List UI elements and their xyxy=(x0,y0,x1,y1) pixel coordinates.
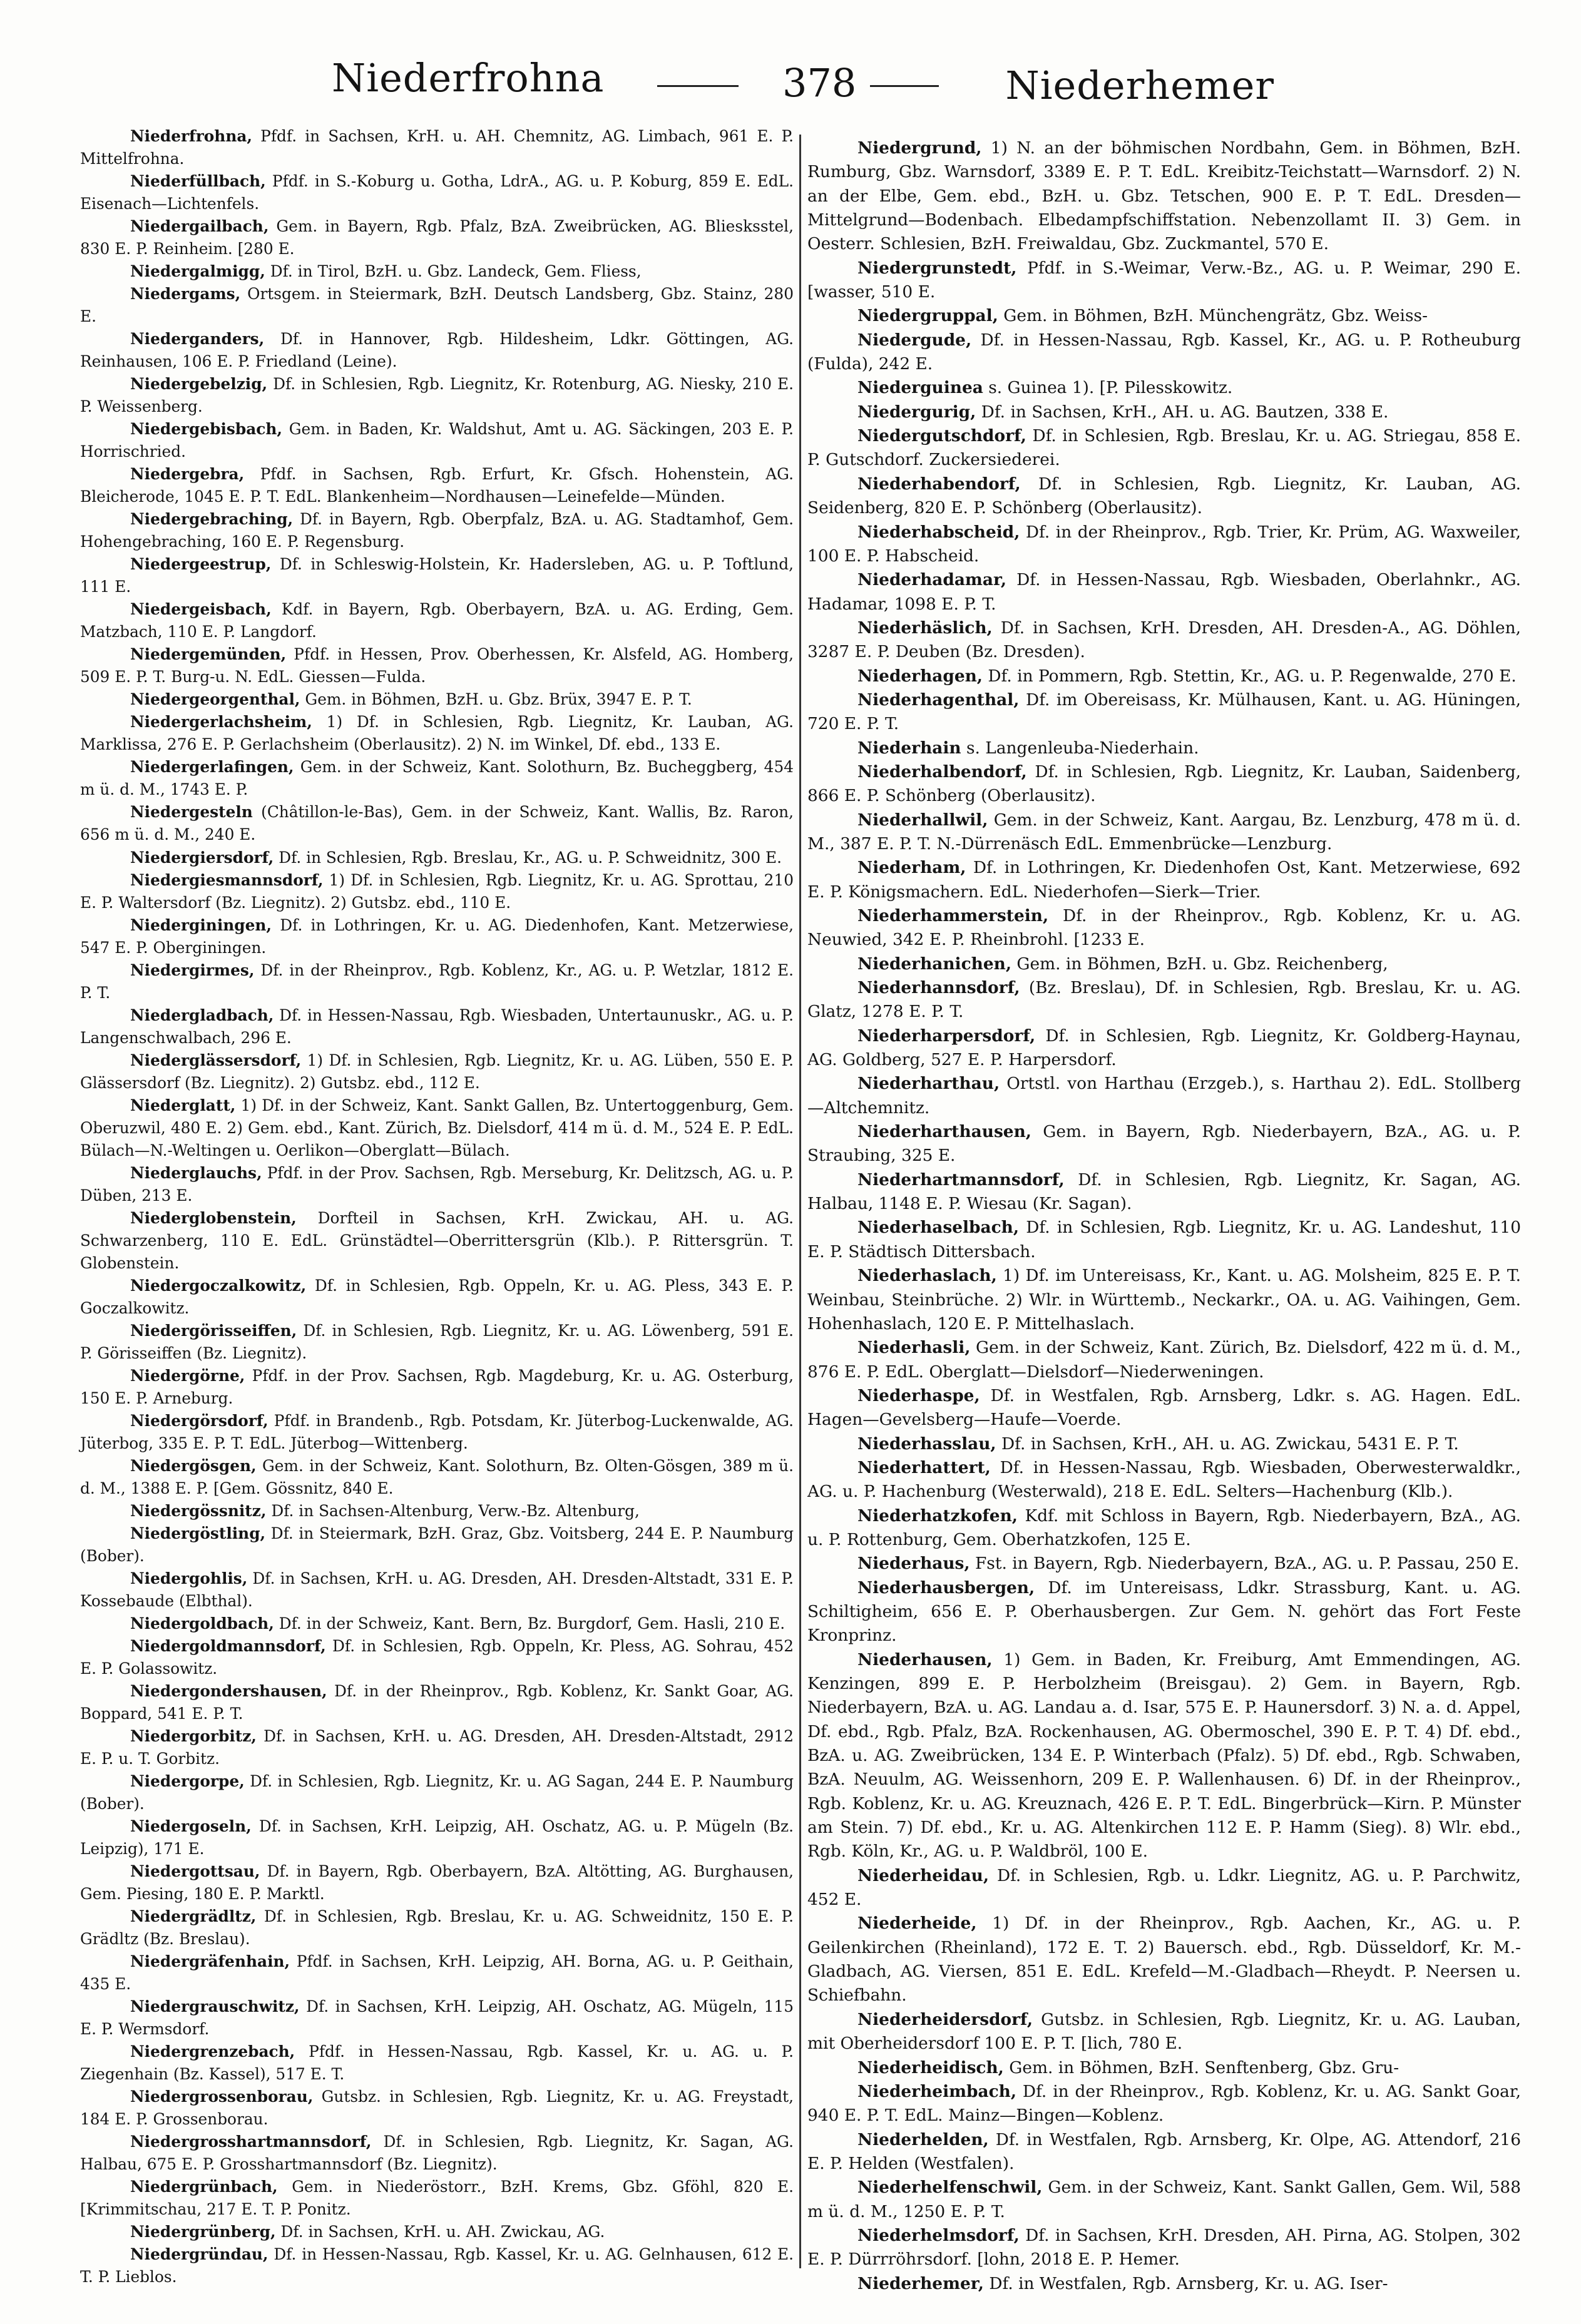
gazetteer-entry xyxy=(80,463,794,508)
entry-headword: Niederhasslau, xyxy=(857,1434,996,1454)
gazetteer-entry xyxy=(80,2041,794,2086)
gazetteer-entry xyxy=(80,1162,794,1207)
entry-text: Df. in Schlesien, Rgb. Breslau, Kr., AG. u. P. Schweidnitz, 300 E. xyxy=(274,848,782,867)
entry-text: Df. in Schlesien, Rgb. Liegnitz, Kr. u. AG. Löwenberg, 591 E. P. Görisseiffen (Bz. Liegnitz). xyxy=(80,1321,794,1362)
entry-text: Gem. in Böhmen, BzH. Senftenberg, Gbz. Gru- xyxy=(1003,2057,1399,2077)
entry-text: Df. in Westfalen, Rgb. Arnsberg, Kr. Olpe, AG. Attendorf, 216 E. P. Helden (Westfalen). xyxy=(807,2129,1521,2173)
entry-headword: Niedergohlis, xyxy=(130,1569,248,1588)
entry-headword: Niederhabendorf, xyxy=(857,474,1021,494)
entry-text: Df. in Sachsen, KrH. Dresden, AH. Dresden-A., AG. Döhlen, 3287 E. P. Deuben (Bz. Dresden). xyxy=(807,618,1521,662)
header-dash-right xyxy=(870,85,939,87)
entry-text: Df. in der Schweiz, Kant. Bern, Bz. Burgdorf, Gem. Hasli, 210 E. xyxy=(274,1614,785,1633)
entry-headword: Niedergösgen, xyxy=(130,1456,257,1475)
entry-text: Gutsbz. in Schlesien, Rgb. Liegnitz, Kr. u. AG. Freystadt, 184 E. P. Grossenborau. xyxy=(80,2087,794,2129)
gazetteer-entry xyxy=(80,1207,794,1275)
entry-text: Df. in Schlesien, Rgb. Breslau, Kr. u. AG. Schweidnitz, 150 E. P. Grädltz (Bz. Breslau). xyxy=(80,1907,794,1949)
column-divider xyxy=(799,135,801,2268)
gazetteer-entry xyxy=(807,808,1521,857)
entry-text: 1) Df. in der Schweiz, Kant. Sankt Gallen, Bz. Untertoggenburg, Gem. Oberuzwil, 480 E. 2) Gem. ebd., Kant. Zürich, Bz. Dielsdorf, 414 m ü. d. M., 524 E. P. EdL. Bülach—N.-Weltingen u. Oerlikon—Oberglatt—Bülach. xyxy=(80,1096,794,1159)
gazetteer-entry xyxy=(807,1072,1521,1120)
entry-headword: Niedergiersdorf, xyxy=(130,848,274,867)
entry-text: Df. in Schlesien, Rgb. Breslau, Kr. u. AG. Striegau, 858 E. P. Gutschdorf. Zuckersiederei. xyxy=(807,426,1521,470)
entry-headword: Niedergebraching, xyxy=(130,510,294,529)
entry-headword: Niedergeestrup, xyxy=(130,555,272,574)
entry-text: Df. in Schlesien, Rgb. Liegnitz, Kr. Sagan, AG. Halbau, 675 E. P. Grosshartmannsdorf (Bz. Liegnitz). xyxy=(80,2133,794,2174)
gazetteer-entry xyxy=(807,736,1521,760)
entry-text: Df. in Hessen-Nassau, Rgb. Kassel, Kr., AG. u. P. Rotheuburg (Fulda), 242 E. xyxy=(807,330,1521,374)
entry-headword: Niedergoldmannsdorf, xyxy=(130,1637,326,1656)
gazetteer-entry xyxy=(80,215,794,260)
entry-headword: Niedergrossenborau, xyxy=(130,2087,314,2106)
entry-headword: Niederham, xyxy=(857,858,966,878)
gazetteer-entry xyxy=(80,756,794,801)
entry-text: 1) N. an der böhmischen Nordbahn, Gem. in Böhmen, BzH. Rumburg, Gbz. Warnsdorf, 3389 E. P. T. EdL. Kreibitz-Teichstatt—Warnsdorf. 2) N. an der Elbe, Gem. ebd., BzH. u. Gbz. Tetschen, 900 E. P. T. EdL. Dresden—Mittelgrund—Bodenbach. Elbedampfschiffstation. Nebenzollamt II. 3) Gem. in Oesterr. Schlesien, BzH. Freiwaldau, Gbz. Zuckmantel, 570 E. xyxy=(807,138,1521,254)
entry-headword: Niederharthau, xyxy=(857,1074,1000,1094)
gazetteer-entry xyxy=(80,283,794,328)
entry-text: Ortstl. von Harthau (Erzgeb.), s. Harthau 2). EdL. Stollberg—Altchemnitz. xyxy=(807,1074,1521,1118)
entry-headword: Niederfrohna, xyxy=(130,127,253,145)
gazetteer-entry xyxy=(807,616,1521,665)
entry-text: Df. in Steiermark, BzH. Graz, Gbz. Voitsberg, 244 E. P. Naumburg (Bober). xyxy=(80,1524,794,1565)
gazetteer-entry xyxy=(807,1552,1521,1576)
entry-headword: Niedergiesmannsdorf, xyxy=(130,870,324,889)
entry-headword: Niederharpersdorf, xyxy=(857,1026,1036,1046)
entry-headword: Niedergesteln xyxy=(130,803,253,822)
gazetteer-entry xyxy=(80,1320,794,1365)
gazetteer-entry xyxy=(807,1264,1521,1336)
gazetteer-entry xyxy=(80,1275,794,1320)
entry-headword: Niederhaselbach, xyxy=(857,1218,1020,1238)
entry-text: Df. in Schlesien, Rgb. Liegnitz, Kr. Sagan, AG. Halbau, 1148 E. P. Wiesau (Kr. Sagan). xyxy=(807,1170,1521,1214)
entry-text: Df. in Schlesien, Rgb. Oppeln, Kr. u. AG. Pless, 343 E. P. Goczalkowitz. xyxy=(80,1276,794,1317)
gazetteer-entry xyxy=(80,1094,794,1162)
entry-headword: Niederhausen, xyxy=(857,1649,993,1669)
entry-text: Df. in Sachsen, KrH. Leipzig, AH. Oschatz, AG. Mügeln, 115 E. P. Wermsdorf. xyxy=(80,1997,794,2039)
gazetteer-entry xyxy=(80,643,794,688)
gazetteer-entry xyxy=(80,418,794,463)
entry-text: Df. in Tirol, BzH. u. Gbz. Landeck, Gem. Fliess, xyxy=(265,262,642,281)
entry-text: Df. in Schlesien, Rgb. Liegnitz, Kr. u. AG. Landeshut, 110 E. P. Städtisch Dittersbach. xyxy=(807,1218,1521,1261)
entry-headword: Niederglässersdorf, xyxy=(130,1051,302,1069)
gazetteer-entry xyxy=(80,170,794,215)
gazetteer-entry xyxy=(807,1456,1521,1504)
entry-headword: Niederhausbergen, xyxy=(857,1577,1035,1598)
entry-headword: Niedergeisbach, xyxy=(130,600,272,619)
gazetteer-entry xyxy=(80,1004,794,1049)
entry-headword: Niederhalbendorf, xyxy=(857,762,1027,782)
entry-text: s. Guinea 1). [P. Pilesskowitz. xyxy=(983,378,1233,398)
entry-headword: Niederheidau, xyxy=(857,1865,990,1885)
entry-text: Pfdf. in Sachsen, KrH. Leipzig, AH. Borna, AG. u. P. Geithain, 435 E. xyxy=(80,1952,794,1994)
entry-headword: Niederhatzkofen, xyxy=(857,1506,1018,1526)
entry-headword: Niedergorbitz, xyxy=(130,1727,257,1746)
entry-headword: Niedergalmigg, xyxy=(130,262,265,281)
entry-text: Gem. in Bayern, Rgb. Pfalz, BzA. Zweibrücken, AG. Bliesksstel, 830 E. P. Reinheim. [280 E. xyxy=(80,217,794,258)
entry-headword: Niederhattert, xyxy=(857,1457,991,1477)
gazetteer-entry xyxy=(80,1567,794,1613)
gazetteer-entry xyxy=(80,1522,794,1567)
entry-text: Df. in der Rheinprov., Rgb. Koblenz, Kr. u. AG. Neuwied, 342 E. P. Rheinbrohl. [1233 E. xyxy=(807,906,1521,950)
gazetteer-entry xyxy=(80,598,794,643)
entry-text: Gem. in der Schweiz, Kant. Solothurn, Bz. Olten-Gösgen, 389 m ü. d. M., 1388 E. P. [Gem. Gössnitz, 840 E. xyxy=(80,1456,794,1497)
entry-headword: Niedergams, xyxy=(130,285,241,303)
entry-headword: Niedergude, xyxy=(857,330,972,350)
gazetteer-entry xyxy=(80,1410,794,1455)
running-head-right: Niederhemer xyxy=(1005,63,1274,108)
entry-headword: Niederganders, xyxy=(130,330,265,349)
entry-text: Df. im Obereisass, Kr. Mülhausen, Kant. u. AG. Hüningen, 720 E. P. T. xyxy=(807,690,1521,734)
entry-headword: Niederhadamar, xyxy=(857,570,1007,590)
gazetteer-entry xyxy=(80,508,794,553)
entry-text: 1) Df. im Untereisass, Kr., Kant. u. AG. Molsheim, 825 E. P. T. Weinbau, Steinbrüche. 2) Wlr. in Württemb., Neckarkr., OA. u. AG. Vaihingen, Gem. Hohenhaslach, 120 E. P. Mittelhaslach. xyxy=(807,1266,1521,1333)
gazetteer-entry xyxy=(807,665,1521,688)
entry-headword: Niedergeorgenthal, xyxy=(130,690,300,709)
entry-headword: Niederhelmsdorf, xyxy=(857,2225,1020,2245)
entry-text: (Bz. Breslau), Df. in Schlesien, Rgb. Breslau, Kr. u. AG. Glatz, 1278 E. P. T. xyxy=(807,978,1521,1022)
entry-headword: Niedergebra, xyxy=(130,465,245,484)
entry-text: Df. in Hessen-Nassau, Rgb. Kassel, Kr. u. AG. Gelnhausen, 612 E. T. P. Lieblos. xyxy=(80,2245,794,2286)
running-head-left: Niederfrohna xyxy=(332,55,605,101)
entry-text: Df. in Pommern, Rgb. Stettin, Kr., AG. u. P. Regenwalde, 270 E. xyxy=(983,666,1517,686)
entry-headword: Niedergutschdorf, xyxy=(857,426,1026,446)
entry-text: (Châtillon-le-Bas), Gem. in der Schweiz, Kant. Wallis, Bz. Raron, 656 m ü. d. M., 240 E. xyxy=(80,803,794,844)
entry-text: Pfdf. in Sachsen, Rgb. Erfurt, Kr. Gfsch. Hohenstein, AG. Bleicherode, 1045 E. P. T. EdL. Blankenheim—Nordhausen—Leinefelde—Münden. xyxy=(80,465,794,506)
entry-text: Df. in Sachsen, KrH. u. AH. Zwickau, AG. xyxy=(275,2223,605,2241)
gazetteer-entry xyxy=(807,136,1521,257)
entry-text: Df. in Hannover, Rgb. Hildesheim, Ldkr. Göttingen, AG. Reinhausen, 106 E. P. Friedland (Leine). xyxy=(80,330,794,371)
entry-headword: Niedergirmes, xyxy=(130,961,255,979)
gazetteer-entry xyxy=(80,553,794,598)
entry-text: 1) Df. in Schlesien, Rgb. Liegnitz, Kr. Lauban, AG. Marklissa, 276 E. P. Gerlachsheim (Oberlausitz). 2) N. im Winkel, Df. ebd., 133 E. xyxy=(80,713,794,754)
gazetteer-entry xyxy=(80,1815,794,1860)
gazetteer-entry xyxy=(807,952,1521,976)
entry-text: Df. in der Rheinprov., Rgb. Koblenz, Kr., AG. u. P. Wetzlar, 1812 E. P. T. xyxy=(80,961,794,1002)
entry-text: Fst. in Bayern, Rgb. Niederbayern, BzA., AG. u. P. Passau, 250 E. xyxy=(970,1554,1520,1574)
entry-headword: Niedergrünberg, xyxy=(130,2223,276,2241)
entry-text: Df. in Schlesien, Rgb. Liegnitz, Kr. Lauban, Saidenberg, 866 E. P. Schönberg (Oberlausitz). xyxy=(807,762,1521,806)
gazetteer-entry xyxy=(807,1864,1521,1912)
entry-headword: Niedergrund, xyxy=(857,138,982,158)
gazetteer-entry xyxy=(80,1680,794,1725)
gazetteer-entry xyxy=(80,328,794,373)
entry-text: Df. in der Rheinprov., Rgb. Koblenz, Kr. Sankt Goar, AG. Boppard, 541 E. P. T. xyxy=(80,1682,794,1723)
gazetteer-entry xyxy=(80,1995,794,2041)
gazetteer-entry xyxy=(80,801,794,846)
entry-headword: Niedergailbach, xyxy=(130,217,269,236)
entry-headword: Niederhasli, xyxy=(857,1338,971,1358)
entry-text: Pfdf. in Brandenb., Rgb. Potsdam, Kr. Jüterbog-Luckenwalde, AG. Jüterbog, 335 E. P. T. EdL. Jüterbog—Wittenberg. xyxy=(80,1411,794,1452)
entry-headword: Niedergebisbach, xyxy=(130,420,283,439)
entry-text: Pfdf. in S.-Weimar, Verw.-Bz., AG. u. P. Weimar, 290 E. [wasser, 510 E. xyxy=(807,258,1521,302)
entry-headword: Niedergrünbach, xyxy=(130,2178,278,2196)
gazetteer-entry xyxy=(80,1455,794,1500)
entry-text: 1) Df. in der Rheinprov., Rgb. Aachen, Kr., AG. u. P. Geilenkirchen (Rheinland), 172 E. T. 2) Bauersch. ebd., Rgb. Düsseldorf, Kr. M.-Gladbach, AG. Viersen, 851 E. EdL. Krefeld—M.-Gladbach—Rheydt. P. Neersen u. Schiefbahn. xyxy=(807,1914,1521,2005)
entry-text: Gutsbz. in Schlesien, Rgb. Liegnitz, Kr. u. AG. Lauban, mit Oberheidersdorf 100 E. P. T. [lich, 780 E. xyxy=(807,2009,1521,2054)
gazetteer-entry xyxy=(807,400,1521,424)
entry-headword: Niedergrosshartmannsdorf, xyxy=(130,2133,372,2151)
gazetteer-entry xyxy=(80,2243,794,2288)
entry-text: Pfdf. in der Prov. Sachsen, Rgb. Magdeburg, Kr. u. AG. Osterburg, 150 E. P. Arneburg. xyxy=(80,1366,794,1407)
entry-headword: Niederglauchs, xyxy=(130,1163,262,1182)
page-number: 378 xyxy=(782,60,857,106)
gazetteer-entry xyxy=(807,2224,1521,2272)
entry-headword: Niedergörsdorf, xyxy=(130,1411,269,1430)
gazetteer-entry xyxy=(807,856,1521,904)
gazetteer-entry xyxy=(80,125,794,170)
entry-text: Gem. in der Schweiz, Kant. Sankt Gallen, Gem. Wil, 588 m ü. d. M., 1250 E. P. T. xyxy=(807,2178,1521,2221)
gazetteer-entry xyxy=(807,2272,1521,2296)
entry-text: 1) Df. in Schlesien, Rgb. Liegnitz, Kr. u. AG. Lüben, 550 E. P. Glässersdorf (Bz. Liegnitz). 2) Gutsbz. ebd., 112 E. xyxy=(80,1051,794,1092)
gazetteer-entry xyxy=(807,760,1521,808)
entry-text: Df. in Sachsen, KrH. u. AG. Dresden, AH. Dresden-Altstadt, 331 E. P. Kossebaude (Elbthal). xyxy=(80,1569,794,1611)
gazetteer-entry xyxy=(807,424,1521,472)
entry-text: Gem. in Böhmen, BzH. u. Gbz. Reichenberg, xyxy=(1011,954,1388,974)
entry-text: Df. in Sachsen, KrH. Leipzig, AH. Oschatz, AG. u. P. Mügeln (Bz. Leipzig), 171 E. xyxy=(80,1817,794,1858)
entry-headword: Niederhanichen, xyxy=(857,954,1012,974)
gazetteer-entry xyxy=(80,711,794,756)
gazetteer-entry xyxy=(807,304,1521,328)
gazetteer-entry xyxy=(807,329,1521,377)
entry-headword: Niedergoldbach, xyxy=(130,1614,274,1633)
entry-headword: Niedergoczalkowitz, xyxy=(130,1276,307,1295)
entry-headword: Niederglatt, xyxy=(130,1096,236,1114)
entry-headword: Niedergorpe, xyxy=(130,1772,245,1791)
entry-text: Df. in Lothringen, Kr. Diedenhofen Ost, Kant. Metzerwiese, 692 E. P. Königsmachern. EdL. Niederhofen—Sierk—Trier. xyxy=(807,858,1521,902)
entry-headword: Niedergondershausen, xyxy=(130,1682,327,1701)
gazetteer-entry xyxy=(807,1120,1521,1168)
entry-text: Gem. in Baden, Kr. Waldshut, Amt u. AG. Säckingen, 203 E. P. Horrischried. xyxy=(80,420,794,461)
entry-headword: Niedergrunstedt, xyxy=(857,258,1017,278)
entry-headword: Niedergörne, xyxy=(130,1366,245,1385)
header-dash-left xyxy=(657,85,739,87)
entry-text: Df. im Untereisass, Ldkr. Strassburg, Kant. u. AG. Schiltigheim, 656 E. P. Oberhausbergen. Zur Gem. N. gehört das Fort Feste Kronprinz. xyxy=(807,1577,1521,1646)
entry-text: Df. in Hessen-Nassau, Rgb. Wiesbaden, Untertaunuskr., AG. u. P. Langenschwalbach, 296 E. xyxy=(80,1006,794,1047)
entry-text: Df. in Bayern, Rgb. Oberpfalz, BzA. u. AG. Stadtamhof, Gem. Hohengebraching, 160 E. P. Regensburg. xyxy=(80,510,794,551)
gazetteer-entry xyxy=(807,688,1521,736)
gazetteer-entry xyxy=(80,1950,794,1995)
entry-headword: Niederguinea xyxy=(857,378,983,398)
entry-headword: Niederhallwil, xyxy=(857,810,988,830)
gazetteer-entry xyxy=(807,472,1521,521)
gazetteer-entry xyxy=(80,1905,794,1950)
gazetteer-entry xyxy=(807,1504,1521,1552)
entry-headword: Niederginingen, xyxy=(130,915,272,934)
gazetteer-entry xyxy=(80,1725,794,1770)
entry-headword: Niederhammerstein, xyxy=(857,906,1049,925)
gazetteer-entry xyxy=(807,976,1521,1024)
entry-text: Df. in Sachsen-Altenburg, Verw.-Bz. Altenburg, xyxy=(266,1501,640,1520)
entry-text: Kdf. mit Schloss in Bayern, Rgb. Niederbayern, BzA., AG. u. P. Rottenburg, Gem. Oberhatzkofen, 125 E. xyxy=(807,1506,1521,1549)
gazetteer-entry xyxy=(807,1576,1521,1648)
entry-text: Df. in Westfalen, Rgb. Arnsberg, Kr. u. AG. Iser- xyxy=(983,2273,1388,2293)
entry-text: Dorfteil in Sachsen, KrH. Zwickau, AH. u. AG. Schwarzenberg, 110 E. EdL. Grünstädtel—Oberrittersgrün (Klb.). P. Rittersgrün. T. Globenstein. xyxy=(80,1208,794,1272)
entry-text: Df. in der Rheinprov., Rgb. Trier, Kr. Prüm, AG. Waxweiler, 100 E. P. Habscheid. xyxy=(807,522,1521,566)
gazetteer-entry xyxy=(80,2131,794,2176)
entry-text: Df. in Schlesien, Rgb. u. Ldkr. Liegnitz, AG. u. P. Parchwitz, 452 E. xyxy=(807,1865,1521,1910)
entry-headword: Niedergerlafingen, xyxy=(130,758,294,777)
gazetteer-entry xyxy=(807,1384,1521,1432)
gazetteer-entry xyxy=(807,904,1521,952)
entry-headword: Niederhelfenschwil, xyxy=(857,2178,1043,2198)
entry-headword: Niederhannsdorf, xyxy=(857,978,1020,998)
gazetteer-entry xyxy=(807,2008,1521,2056)
entry-headword: Niedergrädltz, xyxy=(130,1907,257,1926)
entry-headword: Niederglobenstein, xyxy=(130,1208,297,1227)
page-header xyxy=(75,55,1506,124)
entry-text: Gem. in Niederöstorr., BzH. Krems, Gbz. Gföhl, 820 E. [Krimmitschau, 217 E. T. P. Ponitz. xyxy=(80,2178,794,2219)
entry-text: Df. in Sachsen, KrH., AH. u. AG. Zwickau, 5431 E. P. T. xyxy=(996,1434,1459,1454)
entry-headword: Niedergrauschwitz, xyxy=(130,1997,300,2016)
entry-text: Pfdf. in S.-Koburg u. Gotha, LdrA., AG. u. P. Koburg, 859 E. EdL. Eisenach—Lichtenfels. xyxy=(80,172,794,213)
gazetteer-entry xyxy=(807,2176,1521,2224)
gazetteer-entry xyxy=(80,959,794,1004)
gazetteer-entry xyxy=(807,1912,1521,2007)
entry-text: Df. in Schlesien, Rgb. Liegnitz, Kr. Lauban, AG. Seidenberg, 820 E. P. Schönberg (Oberlausitz). xyxy=(807,474,1521,518)
entry-text: Kdf. in Bayern, Rgb. Oberbayern, BzA. u. AG. Erding, Gem. Matzbach, 110 E. P. Langdorf. xyxy=(80,600,794,641)
gazetteer-entry xyxy=(80,688,794,711)
entry-headword: Niedergladbach, xyxy=(130,1006,274,1024)
entry-headword: Niedergoseln, xyxy=(130,1817,252,1836)
entry-headword: Niederhemer, xyxy=(857,2273,984,2293)
entry-text: Df. in Bayern, Rgb. Oberbayern, BzA. Altötting, AG. Burghausen, Gem. Piesing, 180 E. P. Marktl. xyxy=(80,1862,794,1904)
entry-text: Gem. in der Schweiz, Kant. Solothurn, Bz. Bucheggberg, 454 m ü. d. M., 1743 E. P. xyxy=(80,758,794,799)
gazetteer-entry xyxy=(80,260,794,283)
gazetteer-entry xyxy=(80,1500,794,1522)
entry-text: Df. in Schlesien, Rgb. Oppeln, Kr. Pless, AG. Sohrau, 452 E. P. Golassowitz. xyxy=(80,1637,794,1678)
gazetteer-entry xyxy=(80,1365,794,1410)
entry-headword: Niederharthausen, xyxy=(857,1122,1031,1142)
entry-text: Pfdf. in der Prov. Sachsen, Rgb. Merseburg, Kr. Delitzsch, AG. u. P. Düben, 213 E. xyxy=(80,1163,794,1205)
gazetteer-entry xyxy=(807,2128,1521,2176)
entry-headword: Niedergruppal, xyxy=(857,306,998,326)
gazetteer-entry xyxy=(807,2080,1521,2128)
entry-text: Df. in Hessen-Nassau, Rgb. Wiesbaden, Oberwesterwaldkr., AG. u. P. Hachenburg (Westerwald), 218 E. EdL. Selters—Hachenburg (Klb.). xyxy=(807,1457,1521,1502)
gazetteer-entry xyxy=(80,2086,794,2131)
entry-text: Ortsgem. in Steiermark, BzH. Deutsch Landsberg, Gbz. Stainz, 280 E. xyxy=(80,285,794,326)
entry-text: Gem. in Bayern, Rgb. Niederbayern, BzA., AG. u. P. Straubing, 325 E. xyxy=(807,1122,1521,1166)
entry-text: s. Langenleuba-Niederhain. xyxy=(961,738,1199,758)
gazetteer-entry xyxy=(80,1613,794,1635)
entry-headword: Niedergründau, xyxy=(130,2245,269,2264)
gazetteer-entry xyxy=(807,1024,1521,1073)
entry-text: Df. in der Rheinprov., Rgb. Koblenz, Kr. u. AG. Sankt Goar, 940 E. P. T. EdL. Mainz—Bingen—Koblenz. xyxy=(807,2081,1521,2126)
gazetteer-entry xyxy=(80,2221,794,2243)
entry-headword: Niedergörisseiffen, xyxy=(130,1321,297,1340)
entry-headword: Niederhartmannsdorf, xyxy=(857,1170,1065,1190)
gazetteer-entry xyxy=(80,2176,794,2221)
entry-text: Gem. in der Schweiz, Kant. Zürich, Bz. Dielsdorf, 422 m ü. d. M., 876 E. P. EdL. Oberglatt—Dielsdorf—Niederweningen. xyxy=(807,1338,1521,1382)
entry-text: Gem. in Böhmen, BzH. u. Gbz. Brüx, 3947 E. P. T. xyxy=(300,690,692,709)
entry-headword: Niederhelden, xyxy=(857,2129,989,2149)
entry-headword: Niederhagen, xyxy=(857,666,983,686)
entry-text: Df. in Sachsen, KrH., AH. u. AG. Bautzen, 338 E. xyxy=(976,402,1389,422)
entry-text: Df. in Westfalen, Rgb. Arnsberg, Ldkr. s. AG. Hagen. EdL. Hagen—Gevelsberg—Haufe—Voerde. xyxy=(807,1385,1521,1430)
gazetteer-entry xyxy=(80,869,794,914)
entry-headword: Niederhabscheid, xyxy=(857,522,1020,542)
entry-headword: Niedergurig, xyxy=(857,402,976,422)
entry-text: Pfdf. in Hessen-Nassau, Rgb. Kassel, Kr. u. AG. u. P. Ziegenhain (Bz. Kassel), 517 E. T. xyxy=(80,2042,794,2084)
entry-headword: Niedergössnitz, xyxy=(130,1501,267,1520)
gazetteer-entry xyxy=(80,1049,794,1094)
gazetteer-entry xyxy=(807,521,1521,569)
gazetteer-entry xyxy=(807,1168,1521,1216)
entry-text: Df. in Sachsen, KrH. u. AG. Dresden, AH. Dresden-Altstadt, 2912 E. P. u. T. Gorbitz. xyxy=(80,1727,794,1768)
left-column xyxy=(80,125,794,2289)
gazetteer-entry xyxy=(80,1860,794,1905)
gazetteer-entry xyxy=(80,1635,794,1680)
gazetteer-entry xyxy=(80,847,794,869)
entry-headword: Niedergebelzig, xyxy=(130,375,268,394)
entry-text: Df. in Schlesien, Rgb. Liegnitz, Kr. Goldberg-Haynau, AG. Goldberg, 527 E. P. Harpersdorf. xyxy=(807,1026,1521,1070)
entry-text: Df. in Sachsen, KrH. Dresden, AH. Pirna, AG. Stolpen, 302 E. P. Dürrröhrsdorf. [lohn, 2018 E. P. Hemer. xyxy=(807,2225,1521,2270)
gazetteer-entry xyxy=(80,914,794,959)
gazetteer-entry xyxy=(807,376,1521,400)
entry-headword: Niederfüllbach, xyxy=(130,172,266,191)
gazetteer-entry xyxy=(807,257,1521,305)
entry-headword: Niederhain xyxy=(857,738,961,758)
gazetteer-entry xyxy=(807,2056,1521,2080)
gazetteer-entry xyxy=(80,1770,794,1815)
gazetteer-entry xyxy=(807,1336,1521,1384)
gazetteer-entry xyxy=(807,1216,1521,1264)
entry-headword: Niederhaslach, xyxy=(857,1266,997,1286)
entry-headword: Niederheidisch, xyxy=(857,2057,1004,2077)
entry-headword: Niedergerlachsheim, xyxy=(130,713,312,731)
entry-text: Gem. in Böhmen, BzH. Münchengrätz, Gbz. Weiss- xyxy=(998,306,1428,326)
entry-headword: Niedergrenzebach, xyxy=(130,2042,295,2061)
gazetteer-entry xyxy=(807,1432,1521,1456)
entry-text: Df. in Lothringen, Kr. u. AG. Diedenhofen, Kant. Metzerwiese, 547 E. P. Oberginingen. xyxy=(80,915,794,957)
entry-text: Gem. in der Schweiz, Kant. Aargau, Bz. Lenzburg, 478 m ü. d. M., 387 E. P. T. N.-Dürrenäsch EdL. Emmenbrücke—Lenzburg. xyxy=(807,810,1521,854)
entry-text: 1) Df. in Schlesien, Rgb. Liegnitz, Kr. u. AG. Sprottau, 210 E. P. Waltersdorf (Bz. Liegnitz). 2) Gutsbz. ebd., 110 E. xyxy=(80,870,794,912)
entry-headword: Niedergottsau, xyxy=(130,1862,260,1881)
entry-text: Df. in Schlesien, Rgb. Liegnitz, Kr. u. AG Sagan, 244 E. P. Naumburg (Bober). xyxy=(80,1772,794,1813)
entry-headword: Niederheimbach, xyxy=(857,2081,1017,2101)
right-column xyxy=(807,136,1521,2296)
entry-headword: Niederheidersdorf, xyxy=(857,2009,1033,2029)
gazetteer-entry xyxy=(80,373,794,418)
entry-text: 1) Gem. in Baden, Kr. Freiburg, Amt Emmendingen, AG. Kenzingen, 899 E. P. Herbolzheim (Breisgau). 2) Gem. in Bayern, Rgb. Niederbayern, BzA. u. AG. Landau a. d. Isar, 575 E. P. Haunersdorf. 3) N. a. d. Appel, Df. ebd., Rgb. Pfalz, BzA. Rockenhausen, AG. Obermoschel, 390 E. P. T. 4) Df. ebd., BzA. u. AG. Zweibrücken, 134 E. P. Winterbach (Pfalz). 5) Df. ebd., Rgb. Schwaben, BzA. Neuulm, AG. Weissenhorn, 209 E. P. Wallenhausen. 6) Df. in der Rheinprov., Rgb. Koblenz, Kr. u. AG. Kreuznach, 426 E. P. T. EdL. Bingerbrück—Kirn. P. Münster am Stein. 7) Df. ebd., Kr. u. AG. Altenkirchen 112 E. P. Hamm (Sieg). 8) Wlr. ebd., Rgb. Köln, Kr., AG. u. P. Waldbröl, 100 E. xyxy=(807,1649,1521,1862)
gazetteer-entry xyxy=(807,568,1521,616)
entry-headword: Niederhäslich, xyxy=(857,618,993,638)
entry-headword: Niedergräfenhain, xyxy=(130,1952,290,1971)
entry-text: Df. in Hessen-Nassau, Rgb. Wiesbaden, Oberlahnkr., AG. Hadamar, 1098 E. P. T. xyxy=(807,570,1521,614)
entry-headword: Niederhaspe, xyxy=(857,1385,980,1405)
entry-headword: Niedergemünden, xyxy=(130,645,287,664)
entry-text: Pfdf. in Hessen, Prov. Oberhessen, Kr. Alsfeld, AG. Homberg, 509 E. P. T. Burg-u. N. EdL. Giessen—Fulda. xyxy=(80,645,794,686)
entry-headword: Niederheide, xyxy=(857,1914,977,1934)
entry-headword: Niederhaus, xyxy=(857,1554,970,1574)
entry-headword: Niederhagenthal, xyxy=(857,690,1020,710)
entry-text: Pfdf. in Sachsen, KrH. u. AH. Chemnitz, AG. Limbach, 961 E. P. Mittelfrohna. xyxy=(80,127,794,168)
entry-text: Df. in Schleswig-Holstein, Kr. Hadersleben, AG. u. P. Toftlund, 111 E. xyxy=(80,555,794,596)
entry-text: Df. in Schlesien, Rgb. Liegnitz, Kr. Rotenburg, AG. Niesky, 210 E. P. Weissenberg. xyxy=(80,375,794,416)
entry-headword: Niedergöstling, xyxy=(130,1524,266,1542)
gazetteer-entry xyxy=(807,1648,1521,1864)
